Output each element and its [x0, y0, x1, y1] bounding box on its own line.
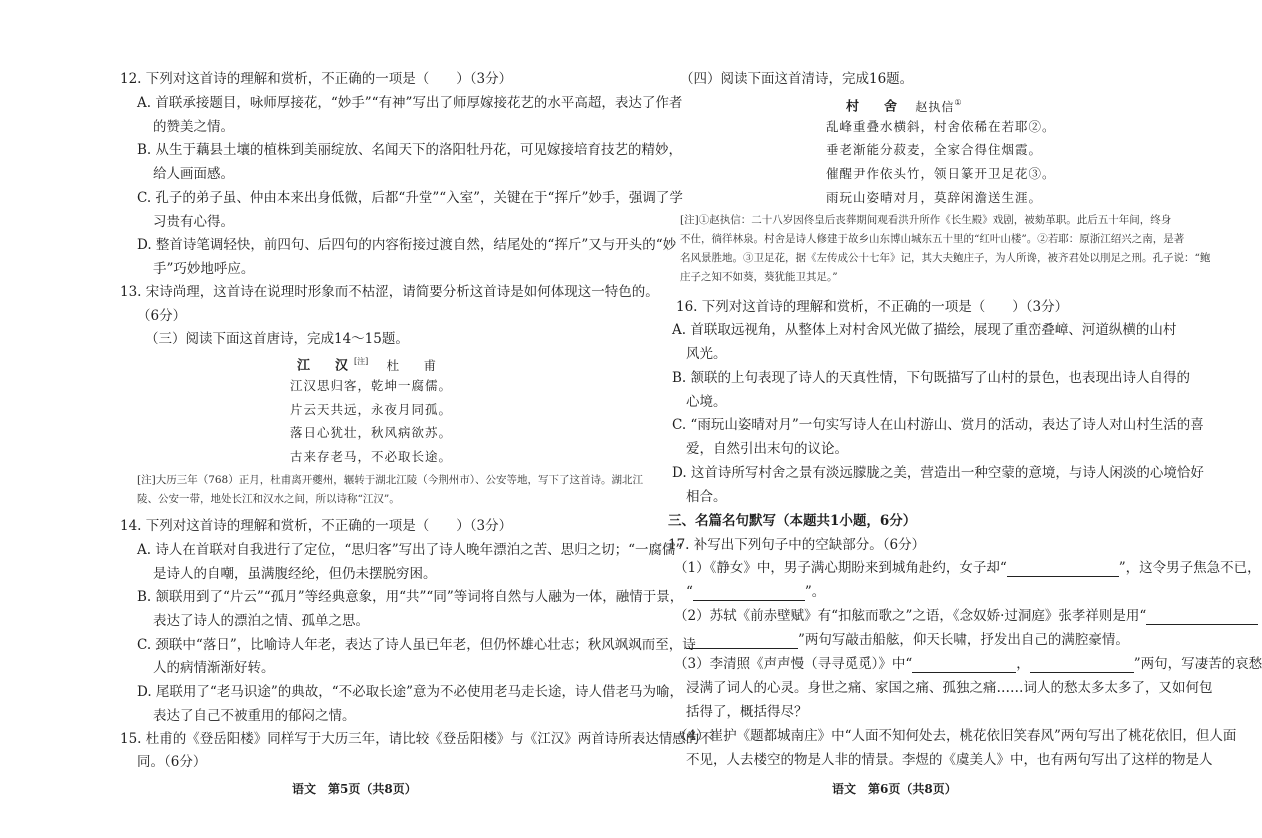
section-4-intro: （四）阅读下面这首清诗，完成16题。: [680, 71, 914, 87]
poem-line: 雨玩山姿晴对月，莫辞闲澹送生涯。: [826, 190, 1043, 205]
q17-item-1: （1）《静女》中，男子满心期盼来到城角赴约，女子却“ ”，这令男子焦急不已，: [674, 560, 1261, 576]
poem-title-cunshe: 村 舍 赵执信①: [846, 98, 962, 115]
q14-option-d-cont: 表达了自己不被重用的郁闷之情。: [153, 708, 356, 724]
q12-option-c-cont: 习贵有心得。: [153, 214, 234, 230]
poem-line: 片云天共远，永夜月同孤。: [290, 402, 453, 417]
q16-option-d-cont: 相合。: [686, 489, 727, 505]
answer-blank[interactable]: [1146, 610, 1258, 625]
q17-item-2-cont: ”两句写敲击船舷，仰天长啸，抒发出自己的满腔豪情。: [686, 631, 1129, 649]
q17-stem: 17. 补写出下列句子中的空缺部分。（6分）: [668, 537, 926, 553]
q14-stem: 14. 下列对这首诗的理解和赏析，不正确的一项是（ ）（3分）: [120, 518, 513, 534]
q12-option-d-cont: 手”巧妙地呼应。: [153, 261, 255, 277]
q15-stem: 15. 杜甫的《登岳阳楼》同样写于大历三年，请比较《登岳阳楼》与《江汉》两首诗所表达情感的不: [120, 731, 713, 747]
poem-note: [注]大历三年（768）正月，杜甫离开夔州，辗转于湖北江陵（今荆州市）、公安等地，写下了这首诗。湖北江: [137, 474, 643, 486]
q16-option-a: A. 首联取远视角，从整体上对村舍风光做了描绘，展现了重峦叠嶂、河道纵横的山村: [672, 322, 1177, 338]
poem-line: 落日心犹壮，秋风病欲苏。: [290, 425, 453, 440]
q16-option-b-cont: 心境。: [686, 394, 727, 410]
answer-blank[interactable]: [693, 586, 805, 601]
q16-option-b: B. 颔联的上句表现了诗人的天真性情，下句既描写了山村的景色，也表现出诗人自得的: [672, 370, 1191, 386]
poem-note: [注]①赵执信：二十八岁因佟皇后丧葬期间观看洪升所作《长生殿》戏剧，被劾革职。此后五十年间，终身: [680, 214, 1172, 226]
q17-item-3-cont: 浸满了词人的心灵。身世之痛、家国之痛、孤独之痛……词人的愁太多太多了，又如何包: [686, 680, 1213, 696]
q16-option-c: C. “雨玩山姿晴对月”一句实写诗人在山村游山、赏月的活动，表达了诗人对山村生活的喜: [672, 417, 1204, 433]
q14-option-d: D. 尾联用了“老马识途”的典故，“不必取长途”意为不必使用老马走长途，诗人借老马为喻，: [137, 684, 684, 700]
poem-note-cont: 陵、公安一带，地处长江和汉水之间，所以诗称“江汉”。: [137, 493, 400, 505]
poem-note-cont: 不仕，徜徉林泉。村舍是诗人修建于故乡山东博山城东五十里的“红叶山楼”。②若耶：原浙江绍兴之南，是著: [680, 233, 1185, 245]
poem-note-cont: 庄子之知不如葵，葵犹能卫其足。”: [680, 271, 838, 283]
answer-blank[interactable]: [1030, 658, 1134, 673]
q17-item-3-cont: 括得了，概括得尽？: [686, 704, 808, 720]
answer-blank[interactable]: [686, 634, 798, 649]
section-3-intro: （三）阅读下面这首唐诗，完成14～15题。: [145, 331, 409, 347]
q12-option-a: A. 首联承接题目，咏师厚接花，“妙手”“有神”写出了师厚嫁接花艺的水平高超，表达了作者: [137, 95, 683, 111]
q12-option-b-cont: 给人画面感。: [153, 166, 234, 182]
page-footer: 语文 第6页（共8页）: [832, 782, 957, 796]
poem-note-cont: 名风景胜地。③卫足花，据《左传成公十七年》记，其大夫鲍庄子，为人所谗，被齐君处以刖足之刑。孔子说：“鲍: [680, 252, 1211, 264]
q13-stem: 13. 宋诗尚理，这首诗在说理时形象而不枯涩，请简要分析这首诗是如何体现这一特色的。: [120, 284, 659, 300]
q12-stem: 12. 下列对这首诗的理解和赏析，不正确的一项是（ ）（3分）: [120, 71, 513, 87]
q14-option-c-cont: 人的病情渐渐好转。: [153, 660, 275, 676]
q17-item-2: （2）苏轼《前赤壁赋》有“扣舷而歌之”之语，《念奴娇·过洞庭》张孝祥则是用“: [674, 607, 1258, 625]
q14-option-b: B. 颔联用到了“片云”“孤月”等经典意象，用“共”“同”等词将自然与人融为一体，融情于景，: [137, 589, 684, 605]
poem-line: 乱峰重叠水横斜，村舍依稀在若耶②。: [826, 119, 1056, 134]
q13-points: （6分）: [137, 308, 187, 324]
q17-item-4-cont: 不见，人去楼空的物是人非的情景。李煜的《虞美人》中，也有两句写出了这样的物是人: [686, 752, 1213, 768]
q15-points: 同。（6分）: [137, 754, 207, 770]
q14-option-a-cont: 是诗人的自嘲，虽满腹经纶，但仍未摆脱穷困。: [153, 566, 437, 582]
q12-option-b: B. 从生于藕县土壤的植株到美丽绽放、名闻天下的洛阳牡丹花，可见嫁接培育技艺的精妙，: [137, 142, 683, 158]
page-footer: 语文 第5页（共8页）: [292, 782, 417, 796]
q12-option-d: D. 整首诗笔调轻快，前四句、后四句的内容衔接过渡自然，结尾处的“挥斤”又与开头的“妙: [137, 237, 677, 253]
q12-option-a-cont: 的赞美之情。: [153, 119, 234, 135]
q17-item-1-cont: “ ”。: [686, 584, 826, 600]
q16-option-a-cont: 风光。: [686, 346, 727, 362]
answer-blank[interactable]: [1007, 562, 1119, 577]
poem-line: 江汉思归客，乾坤一腐儒。: [290, 378, 453, 393]
poem-line: 古来存老马，不必取长途。: [290, 449, 453, 464]
q12-option-c: C. 孔子的弟子虽、仲由本来出身低微，后都“升堂”“入室”，关键在于“挥斤”妙手，强调了学: [137, 190, 683, 206]
q16-stem: 16. 下列对这首诗的理解和赏析，不正确的一项是（ ）（3分）: [676, 299, 1069, 315]
q16-option-c-cont: 爱，自然引出末句的议论。: [686, 441, 848, 457]
q17-item-3: （3）李清照《声声慢（寻寻觅觅）》中“ ， ”两句，写凄苦的哀愁: [674, 656, 1262, 672]
section-3-title: 三、名篇名句默写（本题共1小题，6分）: [668, 513, 917, 529]
q14-option-a: A. 诗人在首联对自我进行了定位，“思归客”写出了诗人晚年漂泊之苦、思归之切；“一腐儒”: [137, 542, 683, 558]
q17-item-4: （4）崔护《题都城南庄》中“人面不知何处去，桃花依旧笑春风”两句写出了桃花依旧，但人面: [674, 728, 1237, 744]
poem-line: 垂老渐能分菽麦，全家合得住烟霞。: [826, 142, 1043, 157]
q14-option-c: C. 颈联中“落日”，比喻诗人年老，表达了诗人虽已年老，但仍怀雄心壮志；秋风飒飒而至，诗: [137, 637, 696, 653]
q14-option-b-cont: 表达了诗人的漂泊之情、孤单之思。: [153, 613, 369, 629]
right-page: [600, 0, 1262, 838]
poem-line: 催醒尹作依头竹，领日篆开卫足花③。: [826, 166, 1056, 181]
q16-option-d: D. 这首诗所写村舍之景有淡远朦胧之美，营造出一种空蒙的意境，与诗人闲淡的心境恰好: [672, 465, 1204, 481]
answer-blank[interactable]: [912, 658, 1016, 673]
poem-title-jianghan: 江 汉[注] 杜 甫: [297, 357, 443, 374]
